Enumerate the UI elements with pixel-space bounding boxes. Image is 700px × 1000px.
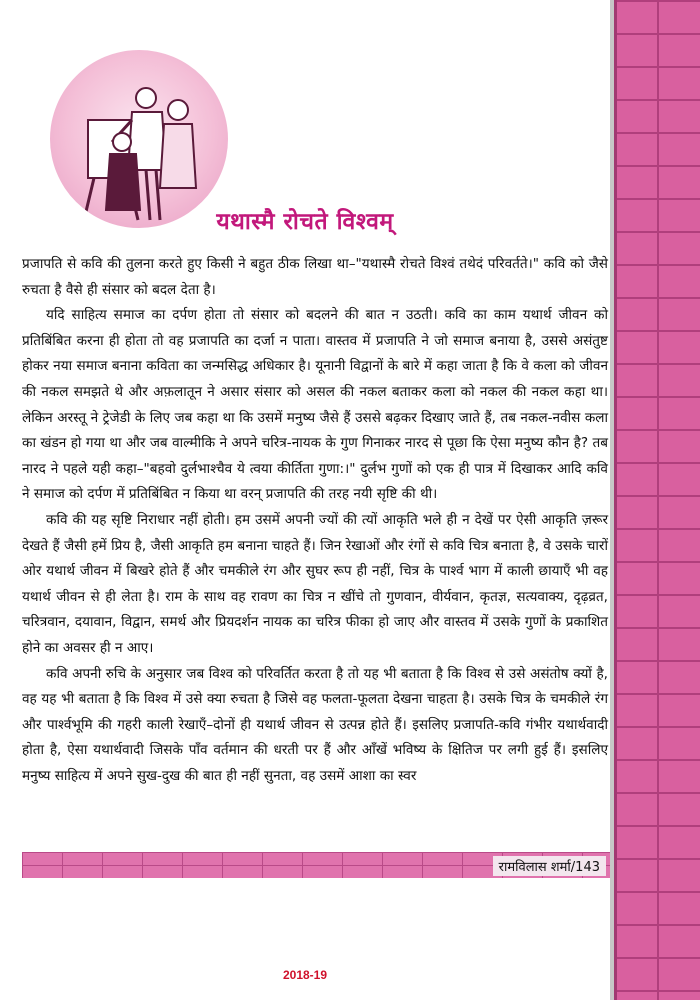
author-page-label: रामविलास शर्मा/143 (493, 856, 606, 876)
paragraph: प्रजापति से कवि की तुलना करते हुए किसी ने बहुत ठीक लिखा था–"यथास्मै रोचते विश्वं तथेदं परिवर्तते।" कवि को जैसे रुचता है वैसे ही संसार को बदल देता है। (22, 256, 608, 298)
chapter-title: यथास्मै रोचते विश्वम् (216, 209, 394, 235)
chapter-illustration (50, 50, 228, 228)
paragraph: कवि की यह सृष्टि निराधार नहीं होती। हम उसमें अपनी ज्यों की त्यों आकृति भले ही न देखें पर ऐसी आकृति ज़रूर देखते हैं जैसी हमें प्रिय है, जैसी आकृति हम बनाना चाहते हैं। जिन रेखाओं और रंगों से कवि चित्र बनाता है, वे उसके चारों ओर यथार्थ जीवन में बिखरे होते हैं और चमकीले रंग और सुघर रूप ही नहीं, चित्र के पार्श्व भाग में काली छायाएँ भी वह यथार्थ जीवन से ही लेता है। राम के साथ वह रावण का चित्र न खींचे तो गुणवान, वीर्यवान, कृतज्ञ, सत्यवाक्य, दृढ़व्रत, चरित्रवान, दयावान, विद्वान, समर्थ और प्रियदर्शन नायक का चरित्र फीका हो जाए और वास्तव में उसके गुणों के प्रकाशित होने का अवसर ही न आए। (22, 511, 608, 656)
edition-year: 2018-19 (282, 968, 328, 982)
chapter-body (22, 252, 608, 789)
footer-bar (22, 852, 610, 878)
paragraph: कवि अपनी रुचि के अनुसार जब विश्व को परिवर्तित करता है तो यह भी बताता है कि विश्व से उसे असंतोष क्यों है, वह यह भी बताता है कि विश्व में उसे क्या रुचता है जिसे वह फलता-फूलता देखना चाहता है। उसके चित्र के चमकीले रंग और पार्श्वभूमि की गहरी काली रेखाएँ–दोनों ही यथार्थ जीवन से उत्पन्न होते हैं। इसलिए प्रजापति-कवि गंभीर यथार्थवादी होता है, ऐसा यथार्थवादी जिसके पाँव वर्तमान की धरती पर हैं और आँखें भविष्य के क्षितिज पर लगी हुई हैं। इसलिए मनुष्य साहित्य में अपने सुख-दुख की बात ही नहीं सुनता, वह उसमें आशा का स्वर (22, 665, 608, 784)
paragraph: यदि साहित्य समाज का दर्पण होता तो संसार को बदलने की बात न उठती। कवि का काम यथार्थ जीवन को प्रतिबिंबित करना ही होता तो वह प्रजापति का दर्जा न पाता। वास्तव में प्रजापति ने जो समाज बनाया है, उससे असंतुष्ट होकर नया समाज बनाना कविता का जन्मसिद्ध अधिकार है। यूनानी विद्वानों के बारे में कहा जाता है कि वे कला को जीवन की नकल समझते थे और अफ़लातून ने असार संसार को असल की नकल बताकर कला को नकल की नकल कहा था। लेकिन अरस्तू ने ट्रेजेडी के लिए जब कहा था कि उसमें मनुष्य जैसे हैं उससे बढ़कर दिखाए जाते हैं, तब नकल-नवीस कला का खंडन हो गया था और जब वाल्मीकि ने अपने चरित्र-नायक के गुण गिनाकर नारद से पूछा कि ऐसा मनुष्य कौन है? तब नारद ने पहले यही कहा–"बहवो दुर्लभाश्चैव ये त्वया कीर्तिता गुणा:।" दुर्लभ गुणों को एक ही पात्र में दिखाकर आदि कवि ने समाज को दर्पण में प्रतिबिंबित न किया था वरन् प्रजापति की तरह नयी सृष्टि की थी। (22, 307, 608, 503)
decorative-brick-strip (614, 0, 700, 1000)
